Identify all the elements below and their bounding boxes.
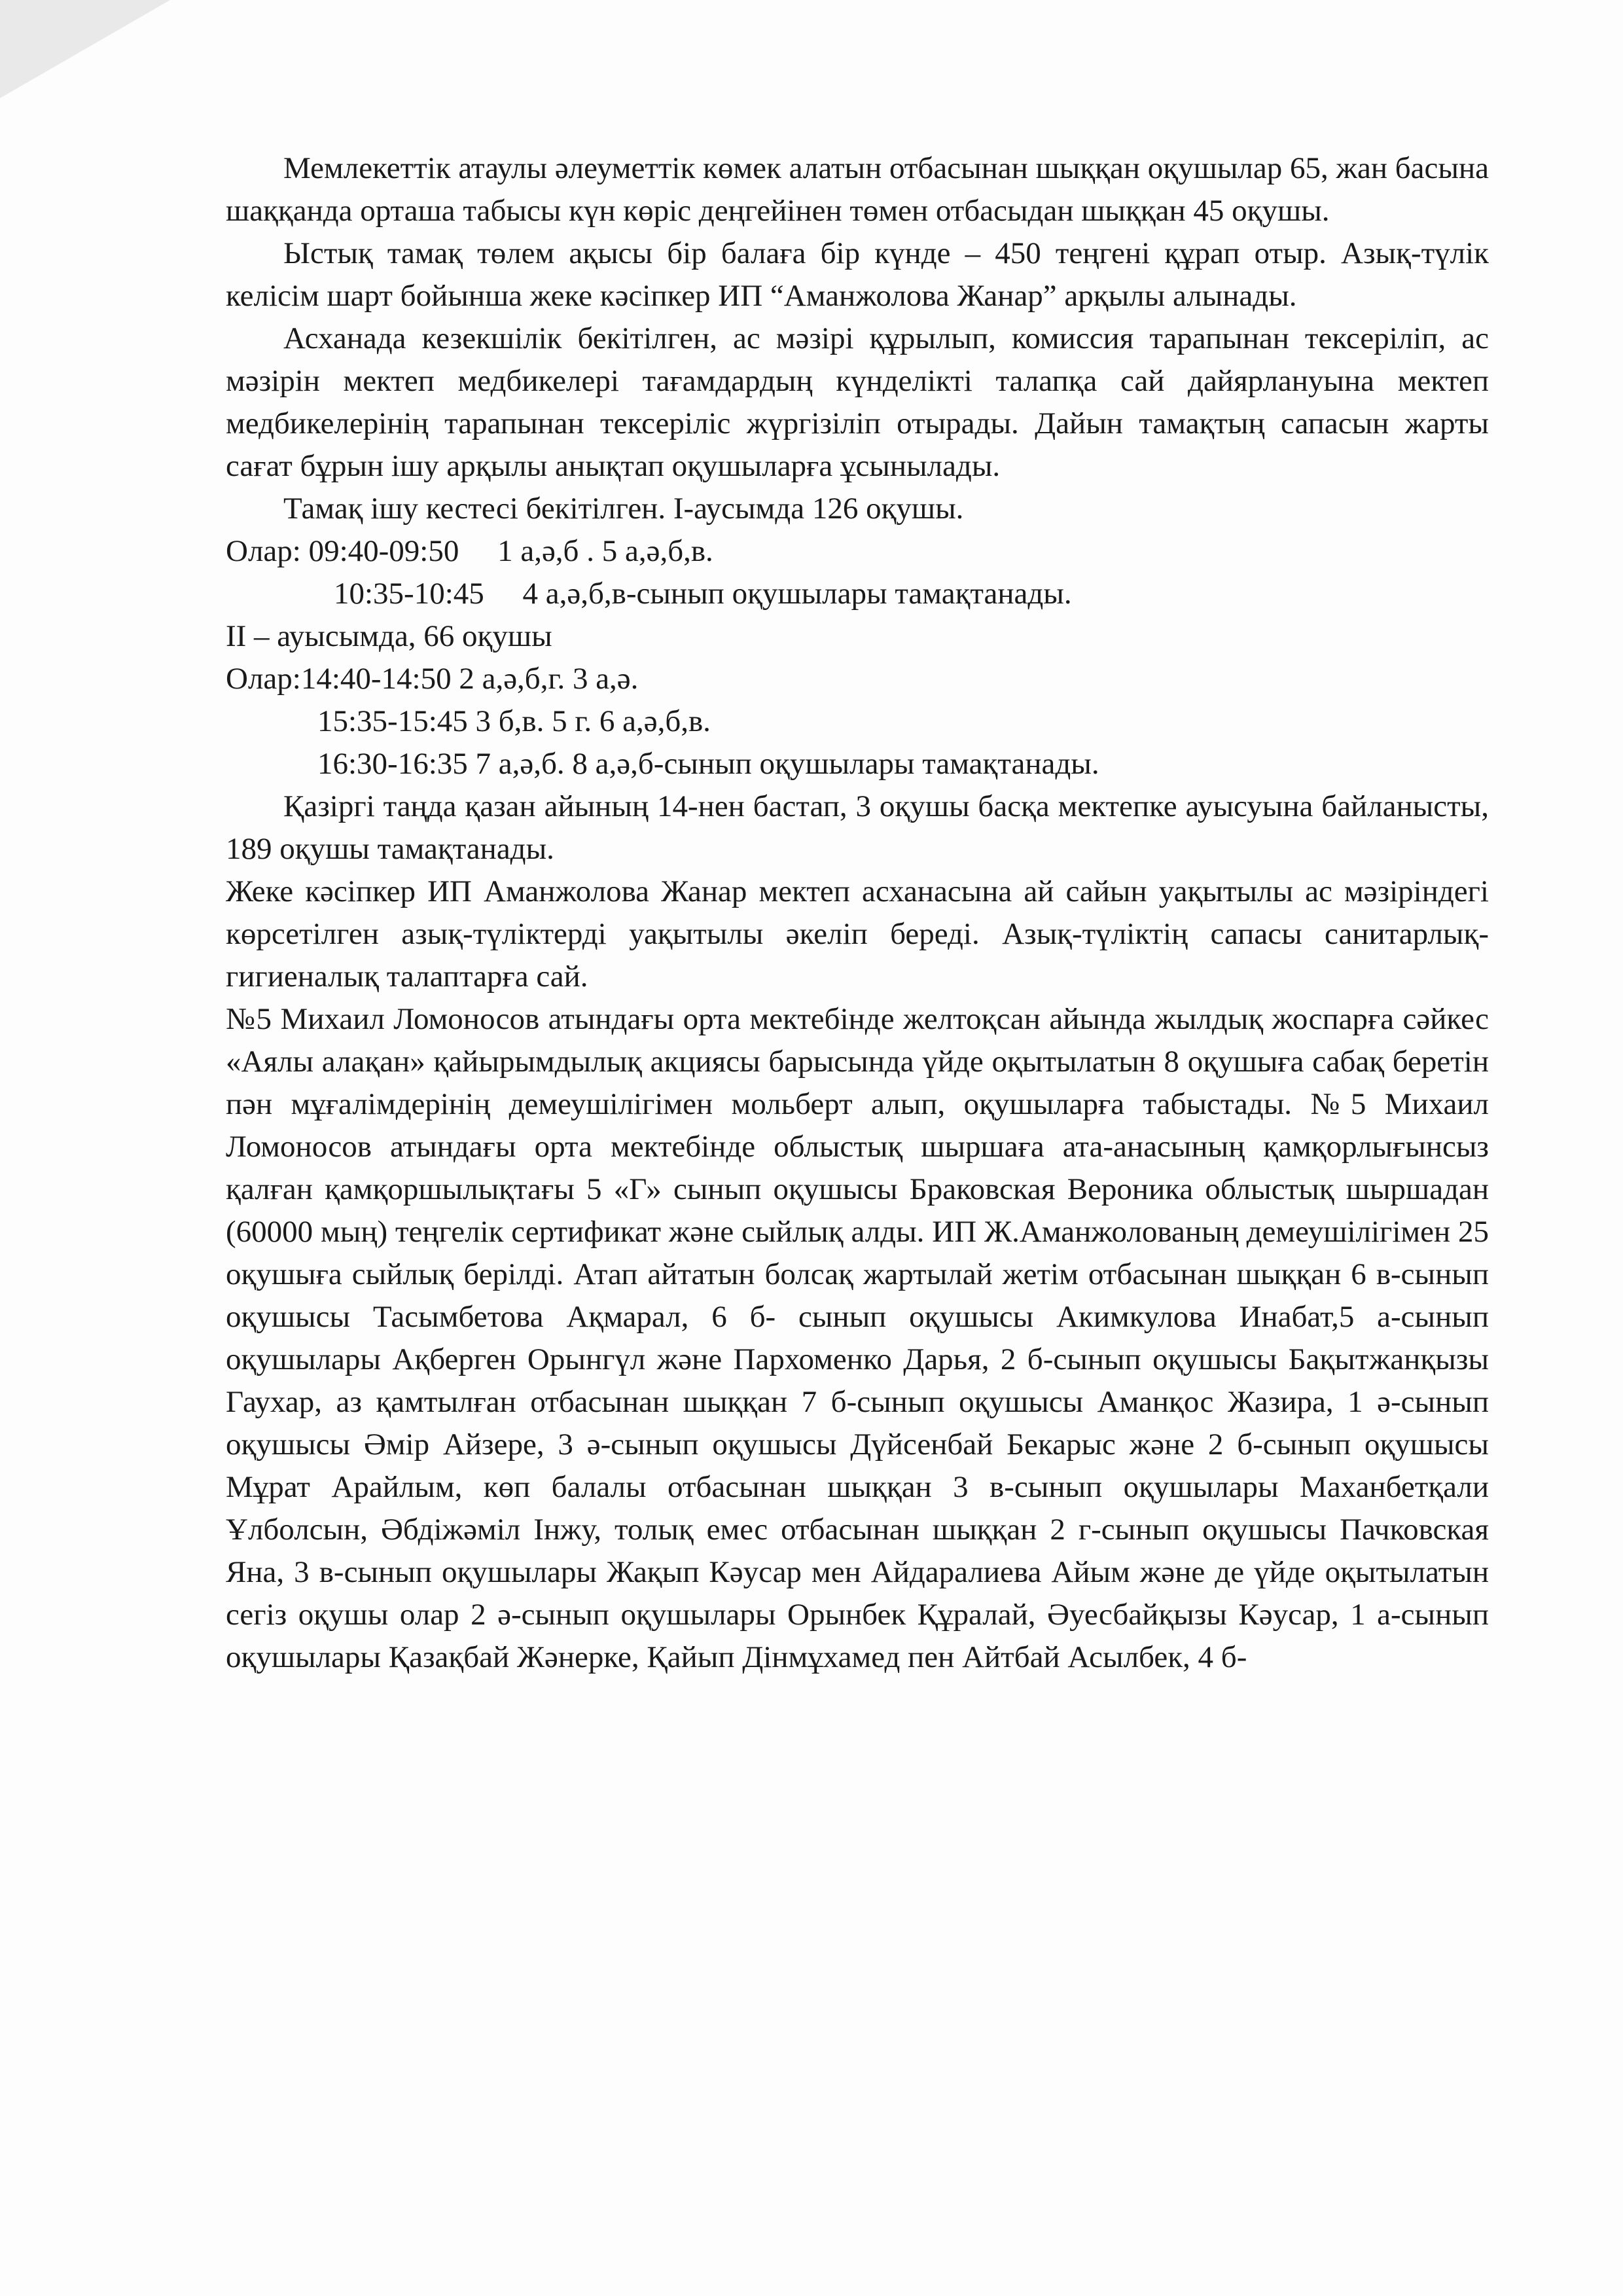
paragraph-supplier: Жеке кәсіпкер ИП Аманжолова Жанар мектеп асханасына ай сайын уақытылы ас мәзіріндегі көрсетілген азық-түліктерді уақытылы әкеліп береді. Азық-түліктің сапасы санитарлық-гигиеналық талаптарға сай.: [226, 874, 1489, 994]
paragraph-charity-action: №5 Михаил Ломоносов атындағы орта мектебінде желтоқсан айында жылдық жоспарға сәйкес «Аялы алақан» қайырымдылық акциясы барысында үйде оқытылатын 8 оқушыға сабақ беретін пән мұғалімдерінің демеушілігімен мольберт алып, оқушыларға табыстады. №5 Михаил Ломоносов атындағы орта мектебінде облыстық шыршаға ата-анасының қамқорлығынсыз қалған қамқоршылықтағы 5 «Г» сынып оқушысы Браковская Вероника облыстық шыршадан (60000 мың) теңгелік сертификат және сыйлық алды. ИП Ж.Аманжолованың демеушілігімен 25 оқушыға сыйлық берілді. Атап айтатын болсақ жартылай жетім отбасынан шыққан 6 в-сынып оқушысы Тасымбетова Ақмарал, 6 б- сынып оқушысы Акимкулова Инабат,5 а-сынып оқушылары Ақберген Орынгүл және Пархоменко Дарья, 2 б-сынып оқушысы Бақытжанқызы Гаухар, аз қамтылған отбасынан шыққан 7 б-сынып оқушысы Аманқос Жазира, 1 ә-сынып оқушысы Әмір Айзере, 3 ә-сынып оқушысы Дүйсенбай Бекарыс және 2 б-сынып оқушысы Мұрат Арайлым, көп балалы отбасынан шыққан 3 в-сынып оқушылары Маханбетқали Ұлболсын, Әбдіжәміл Інжу, толық емес отбасынан шыққан 2 г-сынып оқушысы Пачковская Яна, 3 в-сынып оқушылары Жақып Кәусар мен Айдаралиева Айым және де үйде оқытылатын сегіз оқушы олар 2 ә-сынып оқушылары Орынбек Құралай, Әуесбайқызы Кәусар, 1 а-сынып оқушылары Қазақбай Жәнерке, Қайып Дінмұхамед пен Айтбай Асылбек, 4 б-: [226, 1002, 1489, 1674]
schedule-shift2-line2: 15:35-15:45 3 б,в. 5 г. 6 а,ә,б,в.: [317, 704, 711, 738]
schedule-shift2-header: ІІ – ауысымда, 66 оқушы: [226, 619, 552, 653]
schedule-shift2-line3: 16:30-16:35 7 а,ә,б. 8 а,ә,б-сынып оқушылары тамақтанады.: [317, 747, 1099, 781]
schedule-shift1-line2: 10:35-10:45 4 а,ә,б,в-сынып оқушылары тамақтанады.: [334, 577, 1072, 611]
document-body: [226, 147, 1489, 1679]
paragraph-meal-schedule: Тамақ ішу кестесі бекітілген. І-аусымда 126 оқушы.: [283, 492, 964, 526]
paragraph-social-assistance: Мемлекеттік атаулы әлеуметтік көмек алатын отбасынан шыққан оқушылар 65, жан басына шаққанда орташа табысы күн көріс деңгейінен төмен отбасыдан шыққан 45 оқушы.: [226, 151, 1489, 228]
paragraph-canteen-duty: Асханада кезекшілік бекітілген, ас мәзірі құрылып, комиссия тарапынан тексеріліп, ас мәзірін мектеп медбикелері тағамдардың күнделікті талапқа сай дайярлануына мектеп медбикелерінің тарапынан тексеріліс жүргізіліп отырады. Дайын тамақтың сапасын жарты сағат бұрын ішу арқылы анықтап оқушыларға ұсынылады.: [226, 321, 1489, 483]
schedule-shift1-line1: Олар: 09:40-09:50 1 а,ә,б . 5 а,ә,б,в.: [226, 534, 713, 568]
scan-corner-shadow: [0, 0, 170, 98]
schedule-shift2-line1: Олар:14:40-14:50 2 а,ә,б,г. 3 а,ә.: [226, 662, 639, 696]
paragraph-meal-cost: Ыстық тамақ төлем ақысы бір балаға бір күнде – 450 теңгені құрап отыр. Азық-түлік келісім шарт бойынша жеке кәсіпкер ИП “Аманжолова Жанар” арқылы алынады.: [226, 236, 1489, 313]
paragraph-current-count: Қазіргі таңда қазан айының 14-нен бастап, 3 оқушы басқа мектепке ауысуына байланысты, 189 оқушы тамақтанады.: [226, 789, 1489, 866]
